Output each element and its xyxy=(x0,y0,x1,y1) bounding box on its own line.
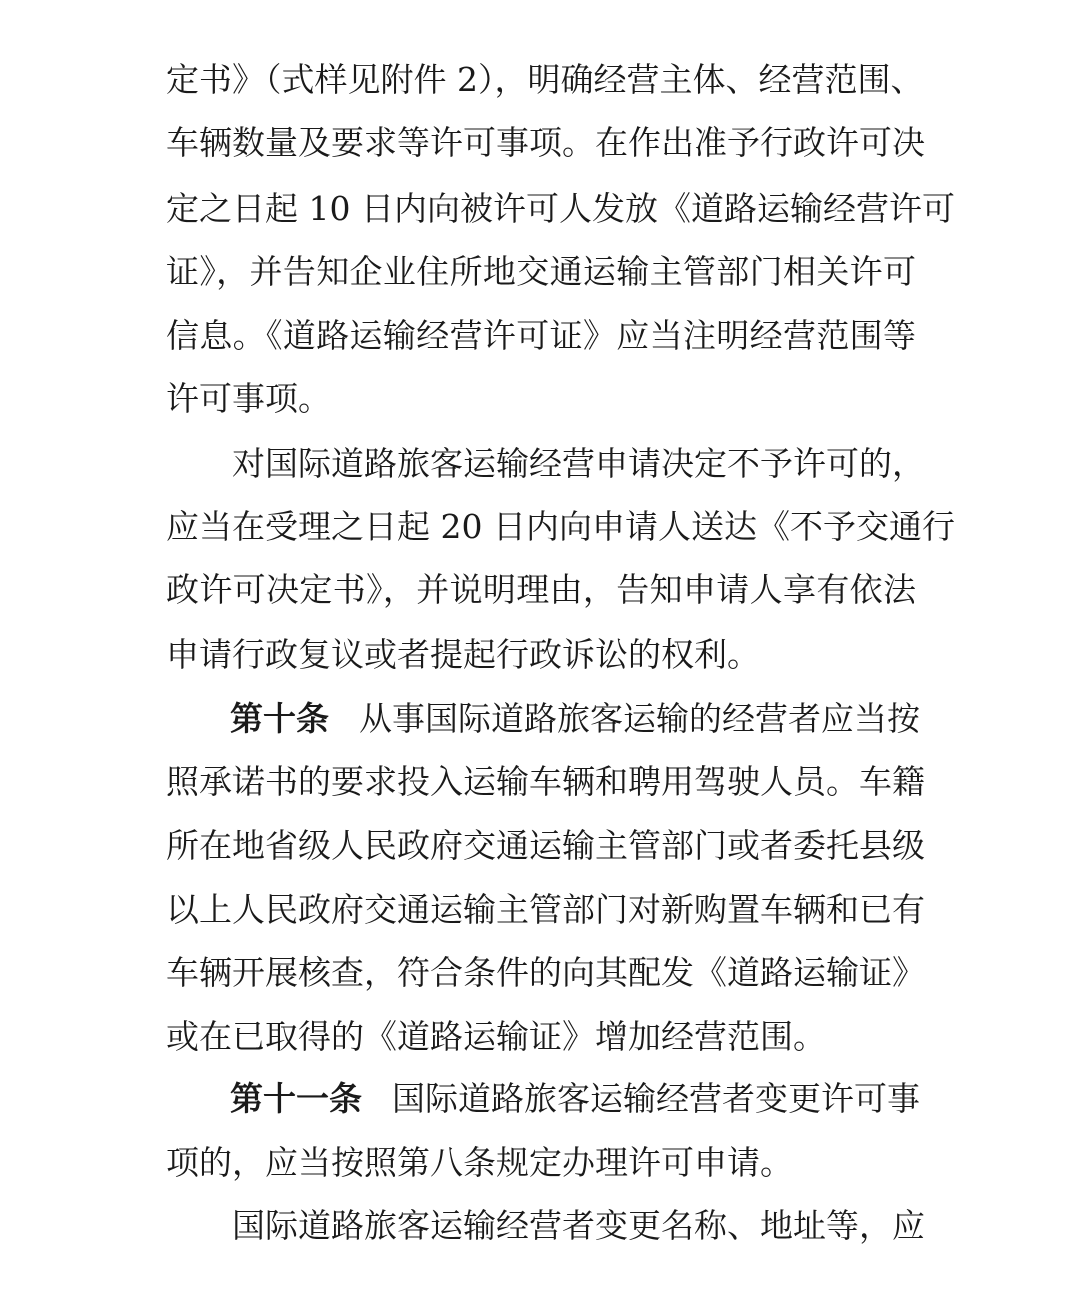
text-line: 所在地省级人民政府交通运输主管部门或者委托县级 xyxy=(166,826,925,865)
article-11-heading: 第十一条 xyxy=(230,1079,362,1118)
text-line: 申请行政复议或者提起行政诉讼的权利。 xyxy=(166,635,760,674)
article-10-first-line xyxy=(230,687,920,751)
text-line: 许可事项。 xyxy=(166,379,331,418)
text-line: 证》，并告知企业住所地交通运输主管部门相关许可 xyxy=(166,252,916,291)
text-line: 定之日起 10 日内向被许可人发放《道路运输经营许可 xyxy=(166,189,955,228)
text-line: 车辆开展核查，符合条件的向其配发《道路运输证》 xyxy=(166,953,925,992)
text-line: 车辆数量及要求等许可事项。在作出准予行政许可决 xyxy=(166,123,925,162)
text-line: 定书》（式样见附件 2），明确经营主体、经营范围、 xyxy=(166,60,924,99)
paragraph-first-line: 国际道路旅客运输经营者变更名称、地址等，应 xyxy=(232,1206,925,1245)
text-line: 信息。《道路运输经营许可证》应当注明经营范围等 xyxy=(166,316,916,355)
text-line: 或在已取得的《道路运输证》增加经营范围。 xyxy=(166,1017,826,1056)
article-10-text: 从事国际道路旅客运输的经营者应当按 xyxy=(359,699,920,738)
text-line: 以上人民政府交通运输主管部门对新购置车辆和已有 xyxy=(166,890,925,929)
paragraph-first-line: 对国际道路旅客运输经营申请决定不予许可的， xyxy=(232,444,925,483)
text-line: 应当在受理之日起 20 日内向申请人送达《不予交通行 xyxy=(166,507,955,546)
text-line: 照承诺书的要求投入运输车辆和聘用驾驶人员。车籍 xyxy=(166,762,925,801)
article-11-first-line xyxy=(230,1067,920,1131)
text-line: 政许可决定书》，并说明理由，告知申请人享有依法 xyxy=(166,570,916,609)
article-10-heading: 第十条 xyxy=(230,699,329,738)
article-11-text: 国际道路旅客运输经营者变更许可事 xyxy=(392,1079,920,1118)
text-line: 项的，应当按照第八条规定办理许可申请。 xyxy=(166,1143,793,1182)
